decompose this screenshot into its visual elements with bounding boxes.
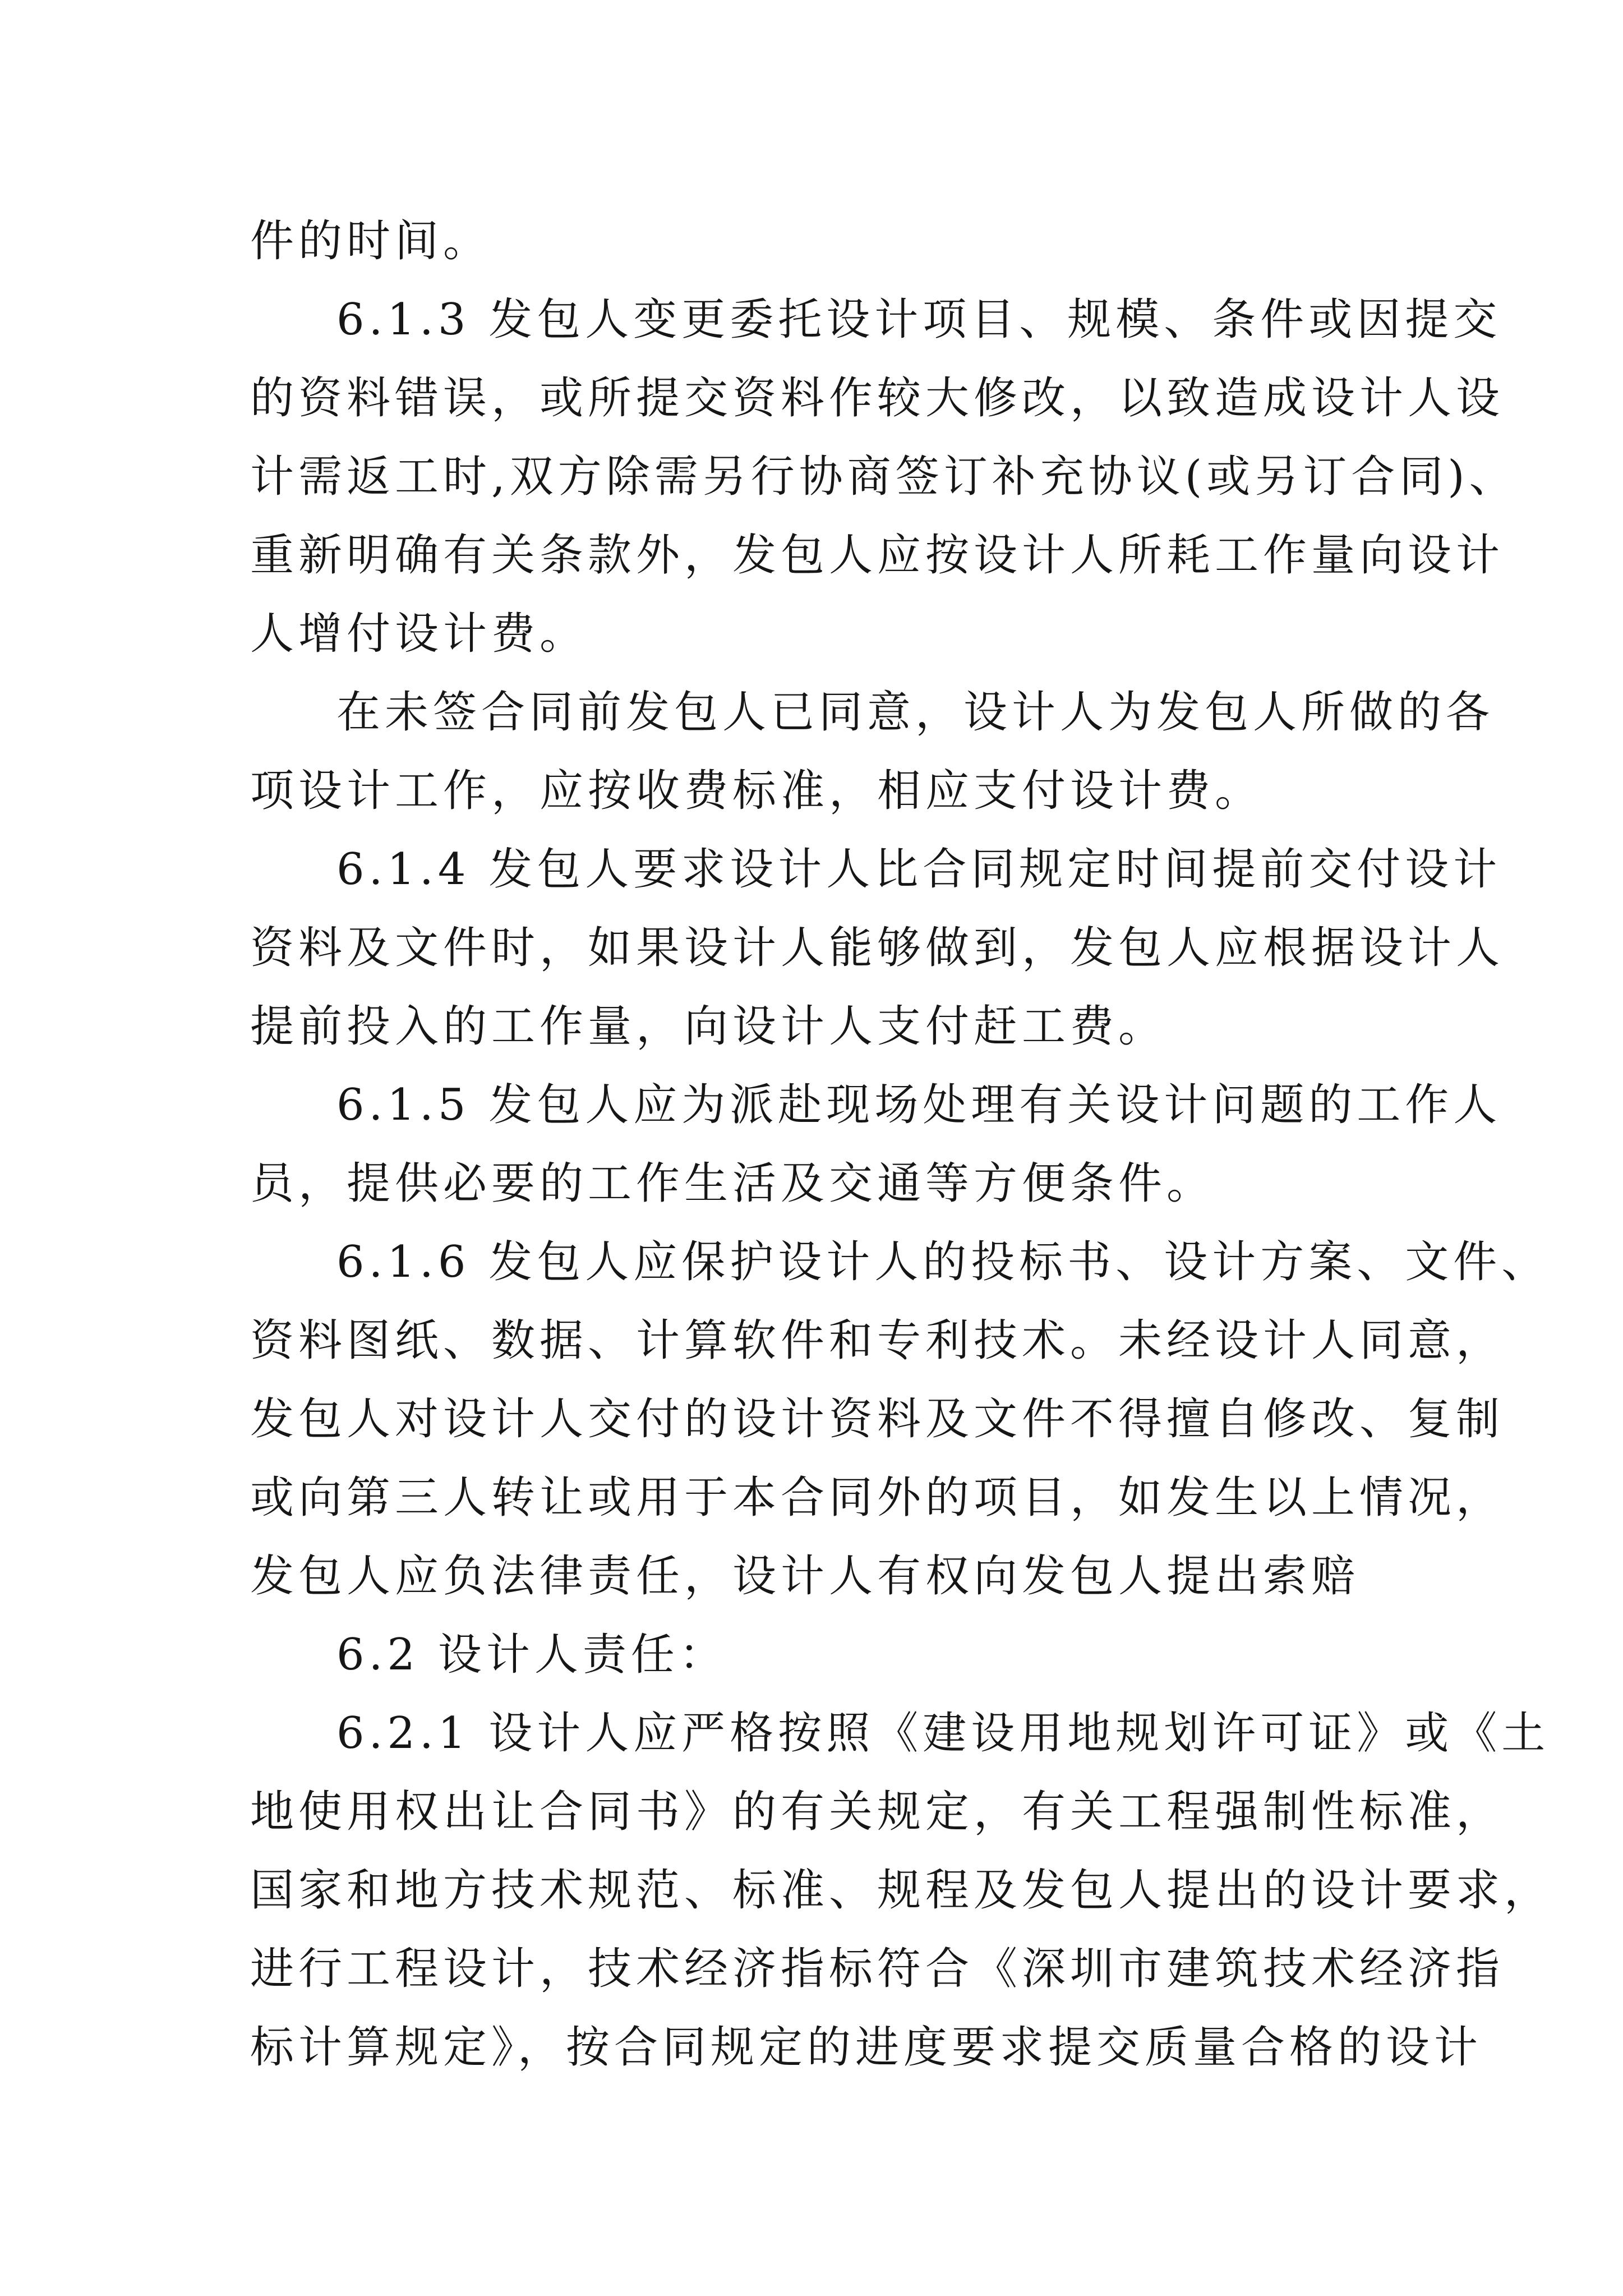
text-line-9: 6.1.4 发包人要求设计人比合同规定时间提前交付设计 <box>336 844 1502 895</box>
text-line-22: 国家和地方技术规范、标准、规程及发包人提出的设计要求， <box>250 1865 1553 1916</box>
text-line-16: 发包人对设计人交付的设计资料及文件不得擅自修改、复制 <box>250 1394 1505 1444</box>
text-line-24: 标计算规定》，按合同规定的进度要求提交质量合格的设计 <box>250 2022 1483 2073</box>
text-line-18: 发包人应负法律责任，设计人有权向发包人提出索赔 <box>250 1551 1360 1602</box>
text-line-23: 进行工程设计，技术经济指标符合《深圳市建筑技术经济指 <box>250 1944 1505 1994</box>
text-line-11: 提前投入的工作量，向设计人支付赶工费。 <box>250 1001 1167 1052</box>
text-line-4: 计需返工时,双方除需另行协商签订补充协议(或另订合同)、 <box>250 452 1518 502</box>
text-line-12: 6.1.5 发包人应为派赴现场处理有关设计问题的工作人 <box>336 1080 1502 1130</box>
text-line-21: 地使用权出让合同书》的有关规定，有关工程强制性标准， <box>250 1787 1505 1837</box>
text-line-20: 6.2.1 设计人应严格按照《建设用地规划许可证》或《土 <box>336 1708 1550 1759</box>
text-line-8: 项设计工作，应按收费标准，相应支付设计费。 <box>250 766 1264 816</box>
text-line-19: 6.2 设计人责任： <box>336 1630 727 1680</box>
text-line-7: 在未签合同前发包人已同意，设计人为发包人所做的各 <box>336 687 1495 738</box>
text-line-17: 或向第三人转让或用于本合同外的项目，如发生以上情况， <box>250 1473 1505 1523</box>
text-line-1: 件的时间。 <box>250 216 492 266</box>
text-line-6: 人增付设计费。 <box>250 609 588 659</box>
text-line-5: 重新明确有关条款外，发包人应按设计人所耗工作量向设计 <box>250 530 1505 581</box>
text-line-2: 6.1.3 发包人变更委托设计项目、规模、条件或因提交 <box>336 295 1502 345</box>
text-line-15: 资料图纸、数据、计算软件和专利技术。未经设计人同意， <box>250 1315 1505 1366</box>
text-line-3: 的资料错误，或所提交资料作较大修改，以致造成设计人设 <box>250 373 1505 424</box>
text-line-14: 6.1.6 发包人应保护设计人的投标书、设计方案、文件、 <box>336 1237 1550 1287</box>
text-line-10: 资料及文件时，如果设计人能够做到，发包人应根据设计人 <box>250 923 1505 973</box>
text-line-13: 员，提供必要的工作生活及交通等方便条件。 <box>250 1158 1215 1209</box>
